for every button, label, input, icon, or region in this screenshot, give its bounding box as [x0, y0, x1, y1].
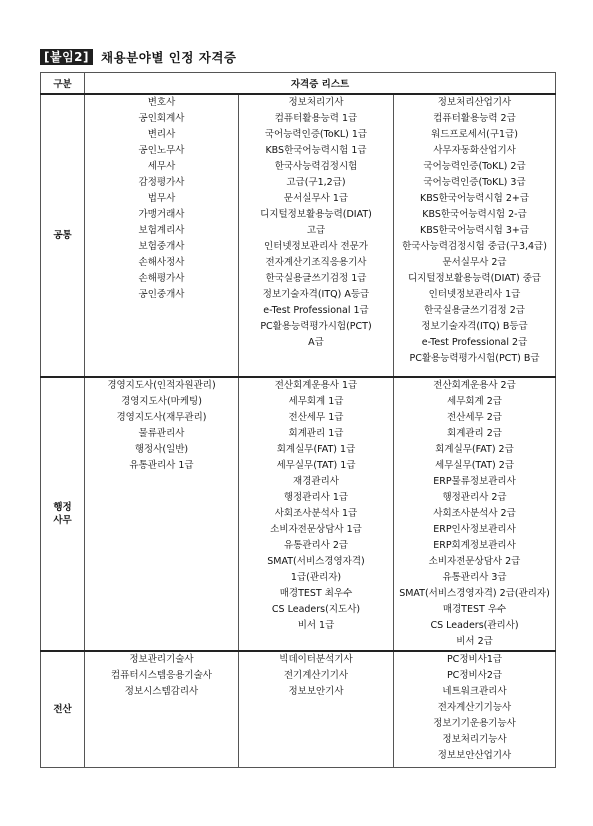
row-category: [41, 94, 85, 377]
cert-item: 빅데이터분석기사: [279, 654, 353, 665]
cert-item: ERP회계정보관리사: [433, 540, 516, 551]
cert-item: 정보처리기능사: [442, 734, 507, 745]
cert-item: 고급(구1,2급): [286, 177, 346, 188]
cert-item: 소비자전문상담사 1급: [270, 524, 362, 535]
header-cert-list: 자격증 리스트: [85, 73, 556, 95]
cert-item: CS Leaders(관리사): [430, 620, 519, 631]
document-title: [40, 48, 236, 66]
cert-item: 물류관리사: [138, 428, 185, 439]
cert-item: 전산세무 1급: [288, 412, 344, 423]
cert-item: 1급(관리자): [290, 572, 342, 583]
cert-item: 전기계산기기사: [283, 670, 349, 681]
cert-item: 한국사능력검정시험: [274, 161, 358, 172]
row-category: [41, 651, 85, 767]
cert-item: 소비자전문상담사 2급: [428, 556, 521, 567]
cert-item: 인터넷정보관리사 전문가: [264, 241, 368, 252]
cert-item: 컴퓨터활용능력 2급: [433, 113, 516, 124]
cert-column: [85, 651, 239, 767]
cert-item: ERP물류정보관리사: [433, 476, 516, 487]
cert-item: 문서실무사 1급: [283, 193, 349, 204]
cert-item: 디지털정보활용능력(DIAT) 중급: [407, 273, 542, 284]
cert-item: KBS한국어능력시험 2-급: [422, 209, 527, 220]
cert-item: 매경TEST 최우수: [279, 588, 353, 599]
cert-item: 가맹거래사: [138, 209, 185, 220]
cert-item: e-Test Professional 1급: [263, 305, 369, 316]
title-text: 채용분야별 인정 자격증: [101, 50, 237, 65]
cert-item: 정보기술자격(ITQ) B등급: [421, 321, 528, 332]
cert-item: 손해평가사: [138, 273, 185, 284]
cert-item: 유통관리사 1급: [129, 460, 194, 471]
cert-item: 손해사정사: [138, 257, 185, 268]
cert-item: 정보시스템감리사: [124, 686, 199, 697]
cert-item: 전자계산기조직응용기사: [265, 257, 367, 268]
cert-item: 전산회계운용사 1급: [274, 380, 358, 391]
cert-item: A급: [308, 337, 324, 348]
cert-item: CS Leaders(지도사): [271, 604, 361, 615]
attachment-badge: [붙임2]: [40, 49, 93, 65]
cert-item: 세무사: [147, 161, 176, 172]
table-header-row: [41, 73, 556, 95]
cert-item: 사회조사분석사 1급: [274, 508, 358, 519]
row-category-label: 공통: [53, 230, 72, 241]
cert-item: 세무실무(TAT) 2급: [435, 460, 515, 471]
cert-item: 경영지도사(인적자원관리): [107, 380, 216, 391]
cert-item: 한국실용글쓰기검정 2급: [424, 305, 525, 316]
cert-item: 워드프로세서(구1급): [431, 129, 518, 140]
cert-item: 행정관리사 2급: [442, 492, 507, 503]
cert-item: 유통관리사 3급: [442, 572, 507, 583]
cert-item: 국어능력인증(ToKL) 2급: [423, 161, 526, 172]
cert-item: 고급: [306, 225, 326, 236]
cert-item: SMAT(서비스경영자격): [267, 556, 365, 567]
cert-item: KBS한국어능력시험 1급: [265, 145, 367, 156]
cert-item: 행정사(일반): [134, 444, 189, 455]
cert-column: [85, 94, 239, 377]
cert-item: 회계실무(FAT) 1급: [276, 444, 356, 455]
cert-column: [394, 651, 556, 767]
cert-item: 정보보안기사: [288, 686, 344, 697]
cert-item: 한국실용글쓰기검정 1급: [265, 273, 367, 284]
cert-item: 인터넷정보관리사 1급: [428, 289, 521, 300]
cert-item: 회계관리 2급: [447, 428, 502, 439]
cert-item: 공인노무사: [138, 145, 185, 156]
cert-item: 네트워크관리사: [442, 686, 507, 697]
cert-item: PC활용능력평가시험(PCT) B급: [409, 353, 540, 364]
cert-column: [239, 377, 394, 651]
cert-item: 세무회계 1급: [288, 396, 344, 407]
cert-item: 법무사: [147, 193, 176, 204]
header-category: 구분: [41, 73, 85, 95]
cert-item: 비서 2급: [456, 636, 493, 647]
cert-item: 회계관리 1급: [288, 428, 344, 439]
certificate-table: [40, 72, 556, 768]
cert-item: 보험계리사: [138, 225, 185, 236]
cert-item: 국어능력인증(ToKL) 1급: [264, 129, 368, 140]
cert-item: 유통관리사 2급: [283, 540, 349, 551]
cert-item: 문서실무사 2급: [442, 257, 507, 268]
table-row: [41, 94, 556, 377]
cert-item: 정보기술자격(ITQ) A등급: [262, 289, 370, 300]
cert-item: 컴퓨터시스템응용기술사: [111, 670, 212, 681]
row-category-label: 전산: [53, 703, 72, 715]
cert-item: 사회조사분석사 2급: [433, 508, 516, 519]
cert-item: SMAT(서비스경영자격) 2급(관리자): [399, 588, 550, 599]
cert-item: 국어능력인증(ToKL) 3급: [423, 177, 526, 188]
cert-item: KBS한국어능력시험 2+급: [419, 193, 530, 204]
cert-item: 변리사: [147, 129, 176, 140]
cert-item: PC정비사1급: [446, 654, 503, 665]
cert-item: 정보기기운용기능사: [433, 718, 516, 729]
table-row: [41, 377, 556, 651]
cert-item: 회계실무(FAT) 2급: [435, 444, 514, 455]
cert-item: 정보관리기술사: [129, 654, 194, 665]
cert-item: 경영지도사(재무관리): [116, 412, 207, 423]
cert-item: 공인회계사: [138, 113, 185, 124]
cert-item: 세무회계 2급: [447, 396, 502, 407]
cert-item: PC활용능력평가시험(PCT): [260, 321, 372, 332]
cert-item: 경영지도사(마케팅): [121, 396, 202, 407]
table-row: [41, 651, 556, 767]
cert-column: [239, 94, 394, 377]
cert-item: 한국사능력검정시험 중급(구3,4급): [402, 241, 547, 252]
cert-item: 매경TEST 우수: [442, 604, 507, 615]
cert-item: 공인중개사: [138, 289, 185, 300]
cert-item: 전산세무 2급: [447, 412, 502, 423]
cert-item: 사무자동화산업기사: [433, 145, 516, 156]
cert-item: 디지털정보활용능력(DIAT): [260, 209, 372, 220]
cert-item: 보험중개사: [138, 241, 185, 252]
cert-column: [239, 651, 394, 767]
cert-item: 정보처리산업기사: [437, 97, 512, 108]
cert-item: 재경관리사: [293, 476, 339, 487]
cert-item: 변호사: [147, 97, 176, 108]
cert-item: 행정관리사 1급: [283, 492, 349, 503]
cert-item: PC정비사2급: [446, 670, 503, 681]
cert-item: 전산회계운용사 2급: [433, 380, 516, 391]
cert-column: [394, 94, 556, 377]
cert-item: 전자계산기기능사: [437, 702, 512, 713]
cert-item: 컴퓨터활용능력 1급: [274, 113, 358, 124]
row-category: [41, 377, 85, 651]
cert-item: 정보보안산업기사: [437, 750, 512, 761]
cert-item: 비서 1급: [297, 620, 335, 631]
cert-column: [394, 377, 556, 651]
cert-item: 정보처리기사: [288, 97, 344, 108]
cert-item: KBS한국어능력시험 3+급: [419, 225, 530, 236]
row-category-label: 행정 사무: [53, 502, 72, 526]
cert-item: 감정평가사: [138, 177, 185, 188]
cert-item: e-Test Professional 2급: [421, 337, 528, 348]
cert-item: 세무실무(TAT) 1급: [276, 460, 356, 471]
cert-column: [85, 377, 239, 651]
cert-item: ERP인사정보관리사: [433, 524, 516, 535]
